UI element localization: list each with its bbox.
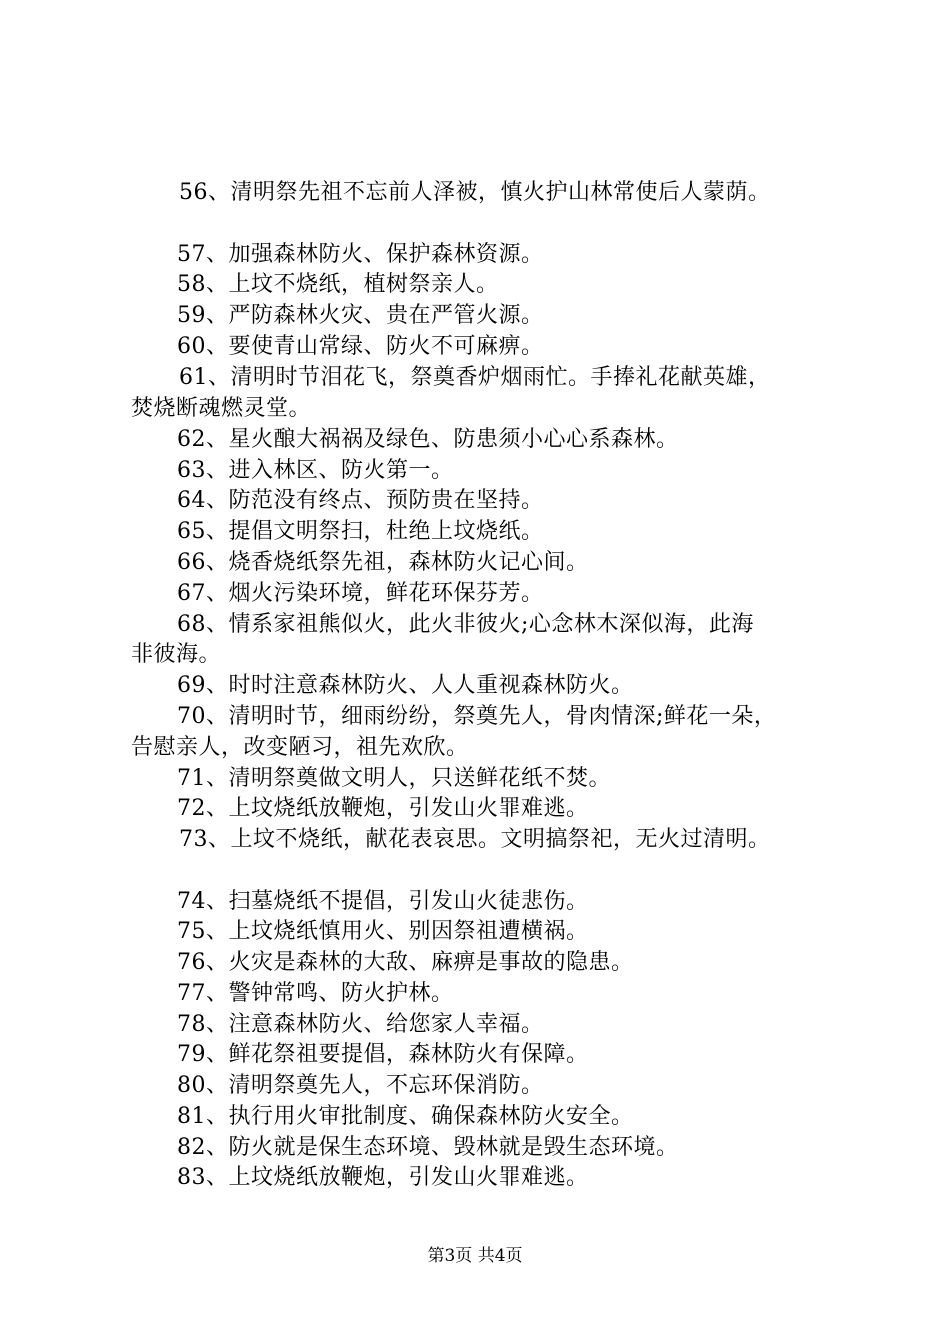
list-item: 68、情系家祖熊似火，此火非彼火;心念林木深似海，此海 bbox=[177, 612, 754, 637]
list-item: 69、时时注意森林防火、人人重视森林防火。 bbox=[177, 673, 634, 698]
list-item: 60、要使青山常绿、防火不可麻痹。 bbox=[177, 334, 544, 359]
list-item: 74、扫墓烧纸不提倡，引发山火徒悲伤。 bbox=[177, 889, 589, 914]
list-item: 63、进入林区、防火第一。 bbox=[177, 458, 454, 483]
list-item: 67、烟火污染环境，鲜花环保芬芳。 bbox=[177, 581, 544, 606]
list-item: 62、星火酿大祸祸及绿色、防患须小心心系森林。 bbox=[177, 427, 679, 452]
list-item: 73、上坟不烧纸，献花表哀思。文明搞祭祀，无火过清明。 bbox=[179, 827, 771, 852]
list-item: 83、上坟烧纸放鞭炮，引发山火罪难逃。 bbox=[177, 1165, 589, 1190]
list-item-continuation: 焚烧断魂燃灵堂。 bbox=[131, 396, 312, 421]
list-item: 79、鲜花祭祖要提倡，森林防火有保障。 bbox=[177, 1042, 589, 1067]
list-item: 80、清明祭奠先人，不忘环保消防。 bbox=[177, 1073, 544, 1098]
list-item: 57、加强森林防火、保护森林资源。 bbox=[177, 242, 544, 267]
list-item: 82、防火就是保生态环境、毁林就是毁生态环境。 bbox=[177, 1135, 679, 1160]
list-item: 75、上坟烧纸慎用火、别因祭祖遭横祸。 bbox=[177, 919, 589, 944]
list-item: 58、上坟不烧纸，植树祭亲人。 bbox=[177, 272, 499, 297]
list-item: 70、清明时节，细雨纷纷，祭奠先人，骨肉情深;鲜花一朵， bbox=[177, 704, 777, 729]
list-item: 59、严防森林火灾、贵在严管火源。 bbox=[177, 303, 544, 328]
list-item: 78、注意森林防火、给您家人幸福。 bbox=[177, 1012, 544, 1037]
list-item: 64、防范没有终点、预防贵在坚持。 bbox=[177, 488, 544, 513]
list-item: 65、提倡文明祭扫，杜绝上坟烧纸。 bbox=[177, 519, 544, 544]
list-item-continuation: 非彼海。 bbox=[131, 642, 222, 667]
list-item: 71、清明祭奠做文明人，只送鲜花纸不焚。 bbox=[177, 766, 611, 791]
list-item: 72、上坟烧纸放鞭炮，引发山火罪难逃。 bbox=[177, 796, 589, 821]
list-item: 66、烧香烧纸祭先祖，森林防火记心间。 bbox=[177, 550, 589, 575]
list-item: 61、清明时节泪花飞，祭奠香炉烟雨忙。手捧礼花献英雄， bbox=[179, 365, 771, 390]
list-item: 56、清明祭先祖不忘前人泽被，慎火护山林常使后人蒙荫。 bbox=[179, 180, 771, 205]
list-item: 76、火灾是森林的大敌、麻痹是事故的隐患。 bbox=[177, 950, 634, 975]
list-item-continuation: 告慰亲人，改变陋习，祖先欢欣。 bbox=[131, 735, 469, 760]
page-footer: 第3页 共4页 bbox=[427, 1246, 523, 1266]
list-item: 81、执行用火审批制度、确保森林防火安全。 bbox=[177, 1104, 634, 1129]
list-item: 77、警钟常鸣、防火护林。 bbox=[177, 981, 454, 1006]
